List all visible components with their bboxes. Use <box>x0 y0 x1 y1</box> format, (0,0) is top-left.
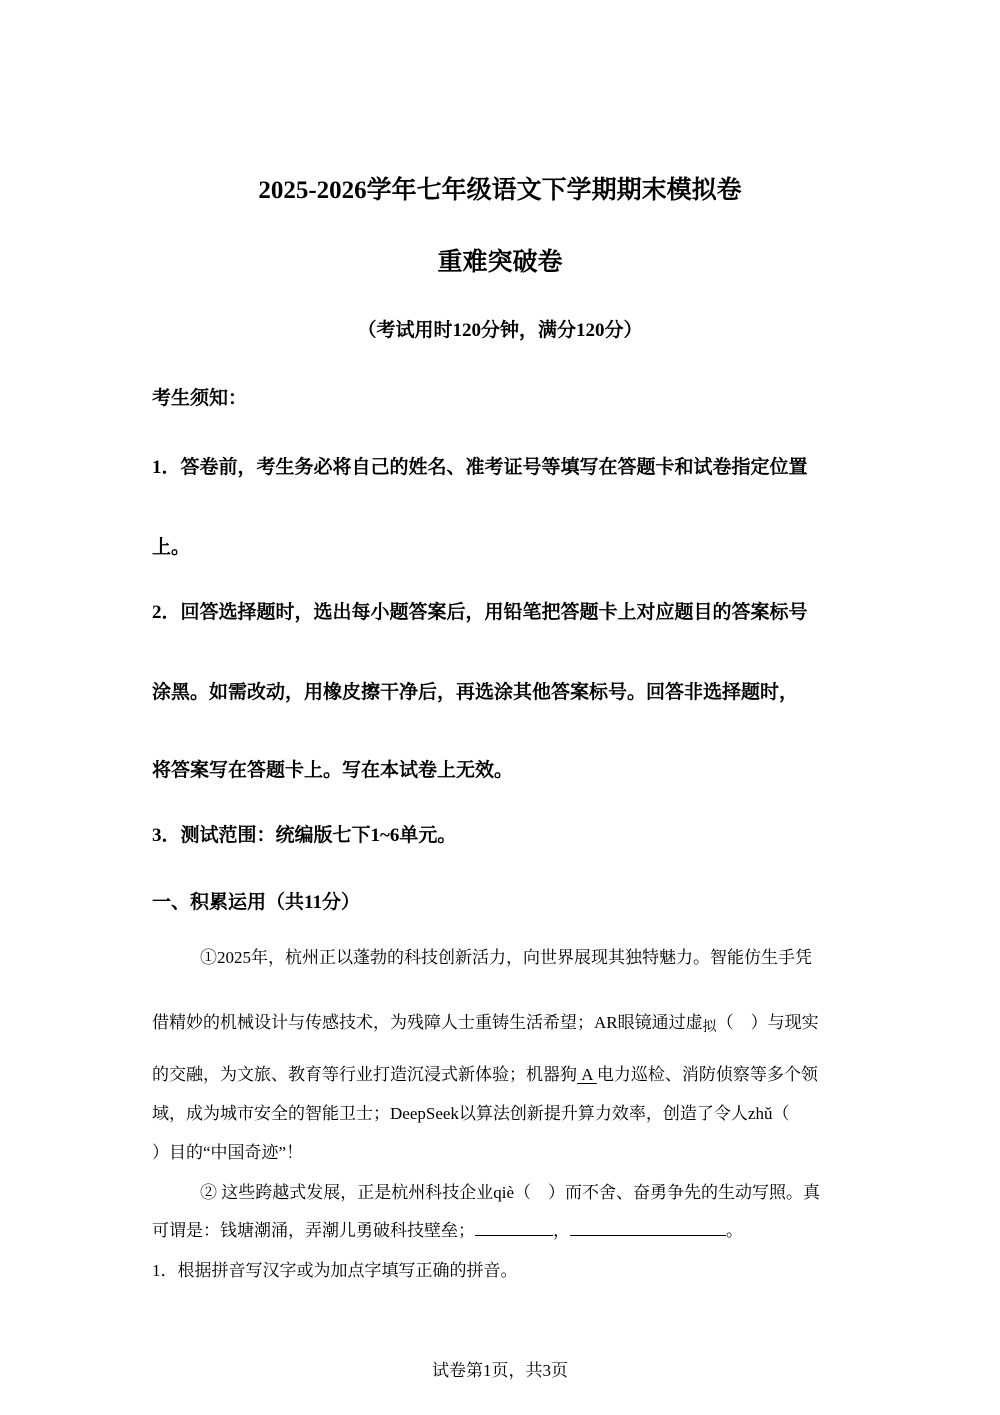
exam-title: 2025-2026学年七年级语文下学期期末模拟卷 <box>258 177 742 204</box>
period-mark: 。 <box>726 1221 743 1240</box>
exam-subtitle: 重难突破卷 <box>437 249 563 276</box>
notice-item-2-line-1: 2．回答选择题时，选出每小题答案后，用铅笔把答题卡上对应题目的答案标号 <box>152 602 808 623</box>
paragraph-1-line-3 <box>152 1060 818 1085</box>
notice-item-1-line-2: 上。 <box>152 537 191 558</box>
exam-duration-info: （考试用时120分钟，满分120分） <box>357 320 643 341</box>
notice-item-3: 3．测试范围：统编版七下1~6单元。 <box>152 825 457 846</box>
paragraph-2-line-2-text: 可谓是：钱塘潮涌，弄潮儿勇破科技壁垒； <box>152 1221 475 1240</box>
pinyin-answer-blank-1: （ ）与现实 <box>716 1013 819 1032</box>
paragraph-1-line-4: 域，成为城市安全的智能卫士；DeepSeek以算法创新提升算力效率，创造了令人zhǔ（ <box>152 1104 790 1123</box>
paragraph-1-line-2 <box>152 1008 819 1033</box>
page-footer: 试卷第1页，共3页 <box>432 1361 568 1380</box>
notice-item-2-line-3: 将答案写在答题卡上。写在本试卷上无效。 <box>152 760 514 781</box>
comma-separator: ， <box>553 1221 570 1240</box>
notice-heading: 考生须知： <box>152 388 248 409</box>
answer-blank-1[interactable] <box>475 1219 553 1236</box>
paragraph-2-line-1: ② 这些跨越式发展，正是杭州科技企业qiè（ ）而不舍、奋勇争先的生动写照。真 <box>200 1183 821 1202</box>
paragraph-1-line-5: ）目的“中国奇迹”！ <box>152 1143 304 1162</box>
underlined-blank-a: A <box>577 1065 597 1084</box>
paragraph-1-line-3-rest: 电力巡检、消防侦察等多个领 <box>596 1065 818 1084</box>
paragraph-2-line-2 <box>152 1216 743 1241</box>
paragraph-1-line-3-text: 的交融，为文旅、教育等行业打造沉浸式新体验；机器狗 <box>152 1065 577 1084</box>
section-1-heading: 一、积累运用（共11分） <box>152 892 360 913</box>
notice-item-1-line-1: 1．答卷前，考生务必将自己的姓名、准考证号等填写在答题卡和试卷指定位置 <box>152 457 808 478</box>
answer-blank-2[interactable] <box>570 1219 726 1236</box>
dotted-character-ni: 拟 <box>702 1020 717 1035</box>
paragraph-1-line-1: ①2025年，杭州正以蓬勃的科技创新活力，向世界展现其独特魅力。智能仿生手凭 <box>200 948 812 967</box>
notice-item-2-line-2: 涂黑。如需改动，用橡皮擦干净后，再选涂其他答案标号。回答非选择题时， <box>152 682 799 703</box>
paragraph-1-line-2-text: 借精妙的机械设计与传感技术，为残障人士重铸生活希望；AR眼镜通过虚 <box>152 1013 703 1032</box>
question-1: 1．根据拼音写汉字或为加点字填写正确的拼音。 <box>152 1261 518 1280</box>
